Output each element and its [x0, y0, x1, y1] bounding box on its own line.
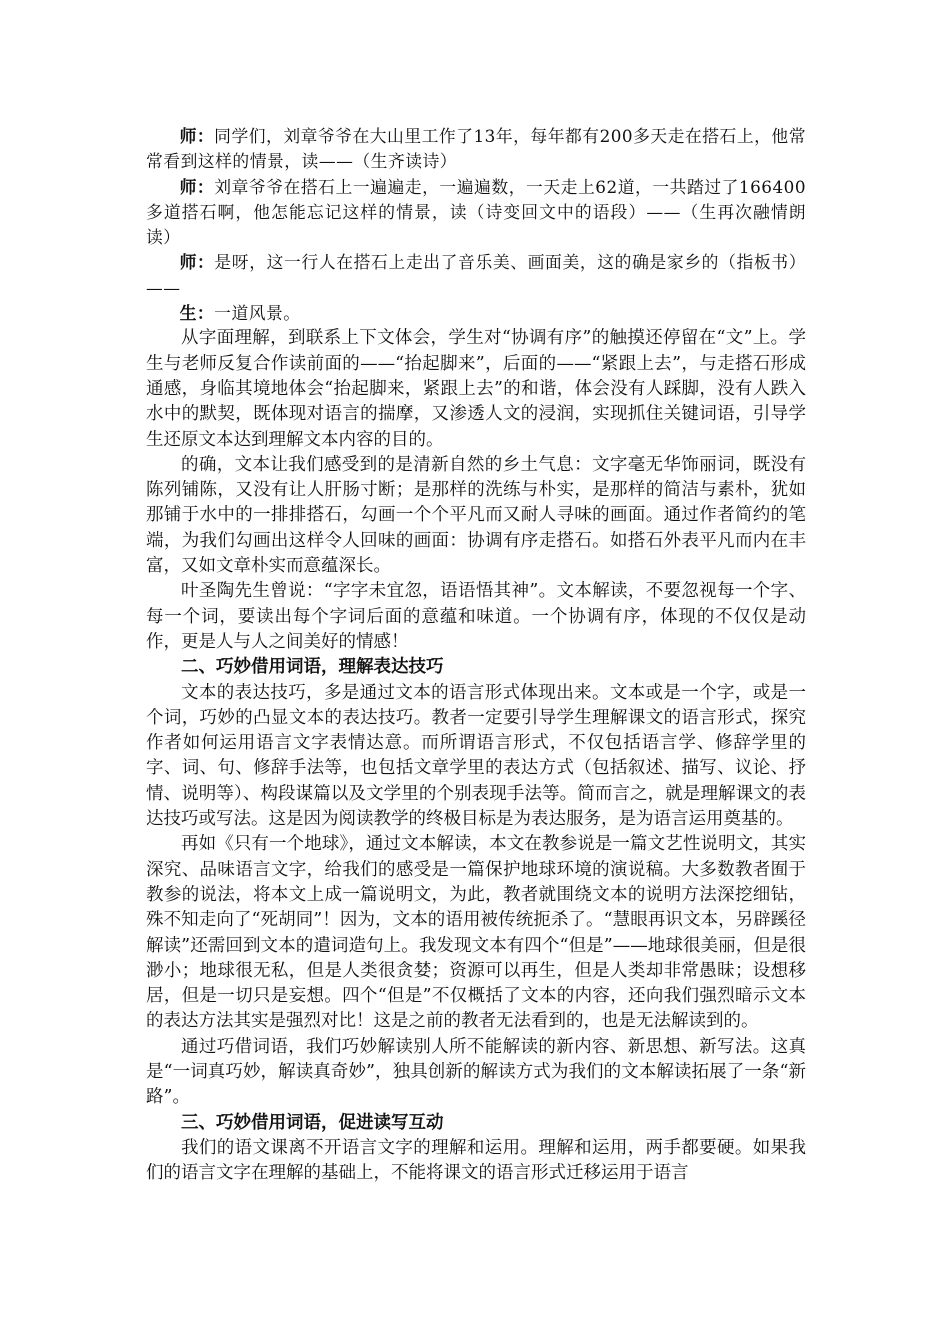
- body-paragraph: 叶圣陶先生曾说：“字字未宜忽，语语悟其神”。文本解读，不要忽视每一个字、每一个词，要读出每个字词后面的意蕴和味道。一个协调有序，体现的不仅仅是动作，更是人与人之间美好的情感！: [146, 581, 806, 652]
- dialogue-text: 一道风景。: [214, 303, 301, 324]
- dialogue-text: 是呀，这一行人在搭石上走出了音乐美、画面美，这的确是家乡的（指板书）——: [146, 252, 806, 298]
- document-page: [146, 124, 806, 1186]
- body-paragraph: 文本的表达技巧，多是通过文本的语言形式体现出来。文本或是一个字，或是一个词，巧妙的凸显文本的表达技巧。教者一定要引导学生理解课文的语言形式，探究作者如何运用语言文字表情达意。而所谓语言形式，不仅包括语言学、修辞学里的字、词、句、修辞手法等，也包括文章学里的表达方式（包括叙述、描写、议论、抒情、说明等）、构段谋篇以及文学里的个别表现手法等。简而言之，就是理解课文的表达技巧或写法。这是因为阅读教学的终极目标是为表达服务，是为语言运用奠基的。: [146, 682, 806, 830]
- body-paragraph: 再如《只有一个地球》，通过文本解读，本文在教参说是一篇文艺性说明文，其实深究、品味语言文字，给我们的感受是一篇保护地球环境的演说稿。大多数教者囿于教参的说法，将本文上成一篇说明文，为此，教者就围绕文本的说明方法深挖细钻，殊不知走向了“死胡同”！因为，文本的语用被传统扼杀了。“慧眼再识文本，另辟蹊径解读”还需回到文本的遣词造句上。我发现文本有四个“但是”——地球很美丽，但是很渺小；地球很无私，但是人类很贪婪；资源可以再生，但是人类却非常愚昧；设想移居，但是一切只是妄想。四个“但是”不仅概括了文本的内容，还向我们强烈暗示文本的表达方法其实是强烈对比！这是之前的教者无法看到的，也是无法解读到的。: [146, 834, 806, 1032]
- body-paragraph: 我们的语文课离不开语言文字的理解和运用。理解和运用，两手都要硬。如果我们的语言文字在理解的基础上，不能将课文的语言形式迁移运用于语言: [146, 1137, 806, 1184]
- body-paragraph: 的确，文本让我们感受到的是清新自然的乡土气息：文字毫无华饰丽词，既没有陈列铺陈，又没有让人肝肠寸断；是那样的洗练与朴实，是那样的简洁与素朴，犹如那铺于水中的一排排搭石，勾画一个个平凡而又耐人寻味的画面。通过作者简约的笔端，为我们勾画出这样令人回味的画面：协调有序走搭石。如搭石外表平凡而内在丰富，又如文章朴实而意蕴深长。: [146, 454, 806, 577]
- section-heading: 二、巧妙借用词语，理解表达技巧: [181, 657, 444, 678]
- dialogue-paragraph: [146, 250, 806, 301]
- speaker-label: 师：: [179, 176, 215, 197]
- dialogue-text: 同学们，刘章爷爷在大山里工作了13年，每年都有200多天走在搭石上，他常常看到这样的情景，读——（生齐读诗）: [146, 126, 806, 172]
- body-paragraph: 通过巧借词语，我们巧妙解读别人所不能解读的新内容、新思想、新写法。这真是“一词真巧妙，解读真奇妙”，独具创新的解读方式为我们的文本解读拓展了一条“新路”。: [146, 1036, 806, 1108]
- speaker-label: 生：: [179, 303, 215, 324]
- dialogue-paragraph: [146, 124, 806, 175]
- body-paragraph: 从字面理解，到联系上下文体会，学生对“协调有序”的触摸还停留在“文”上。学生与老师反复合作读前面的——“抬起脚来”，后面的——“紧跟上去”，与走搭石形成通感，身临其境地体会“抬起脚来，紧跟上去”的和谐，体会没有人踩脚，没有人跌入水中的默契，既体现对语言的揣摩，又渗透人文的浸润，实现抓住关键词语，引导学生还原文本达到理解文本内容的目的。: [146, 328, 806, 450]
- speaker-label: 师：: [179, 252, 215, 273]
- speaker-label: 师：: [179, 126, 215, 146]
- dialogue-paragraph: [146, 301, 806, 326]
- dialogue-paragraph: [146, 175, 806, 251]
- section-heading: 三、巧妙借用词语，促进读写互动: [181, 1112, 444, 1133]
- dialogue-text: 刘章爷爷在搭石上一遍遍走，一遍遍数，一天走上62道，一共踏过了166400多道搭石啊，他怎能忘记这样的情景，读（诗变回文中的语段）——（生再次融情朗读）: [146, 176, 806, 248]
